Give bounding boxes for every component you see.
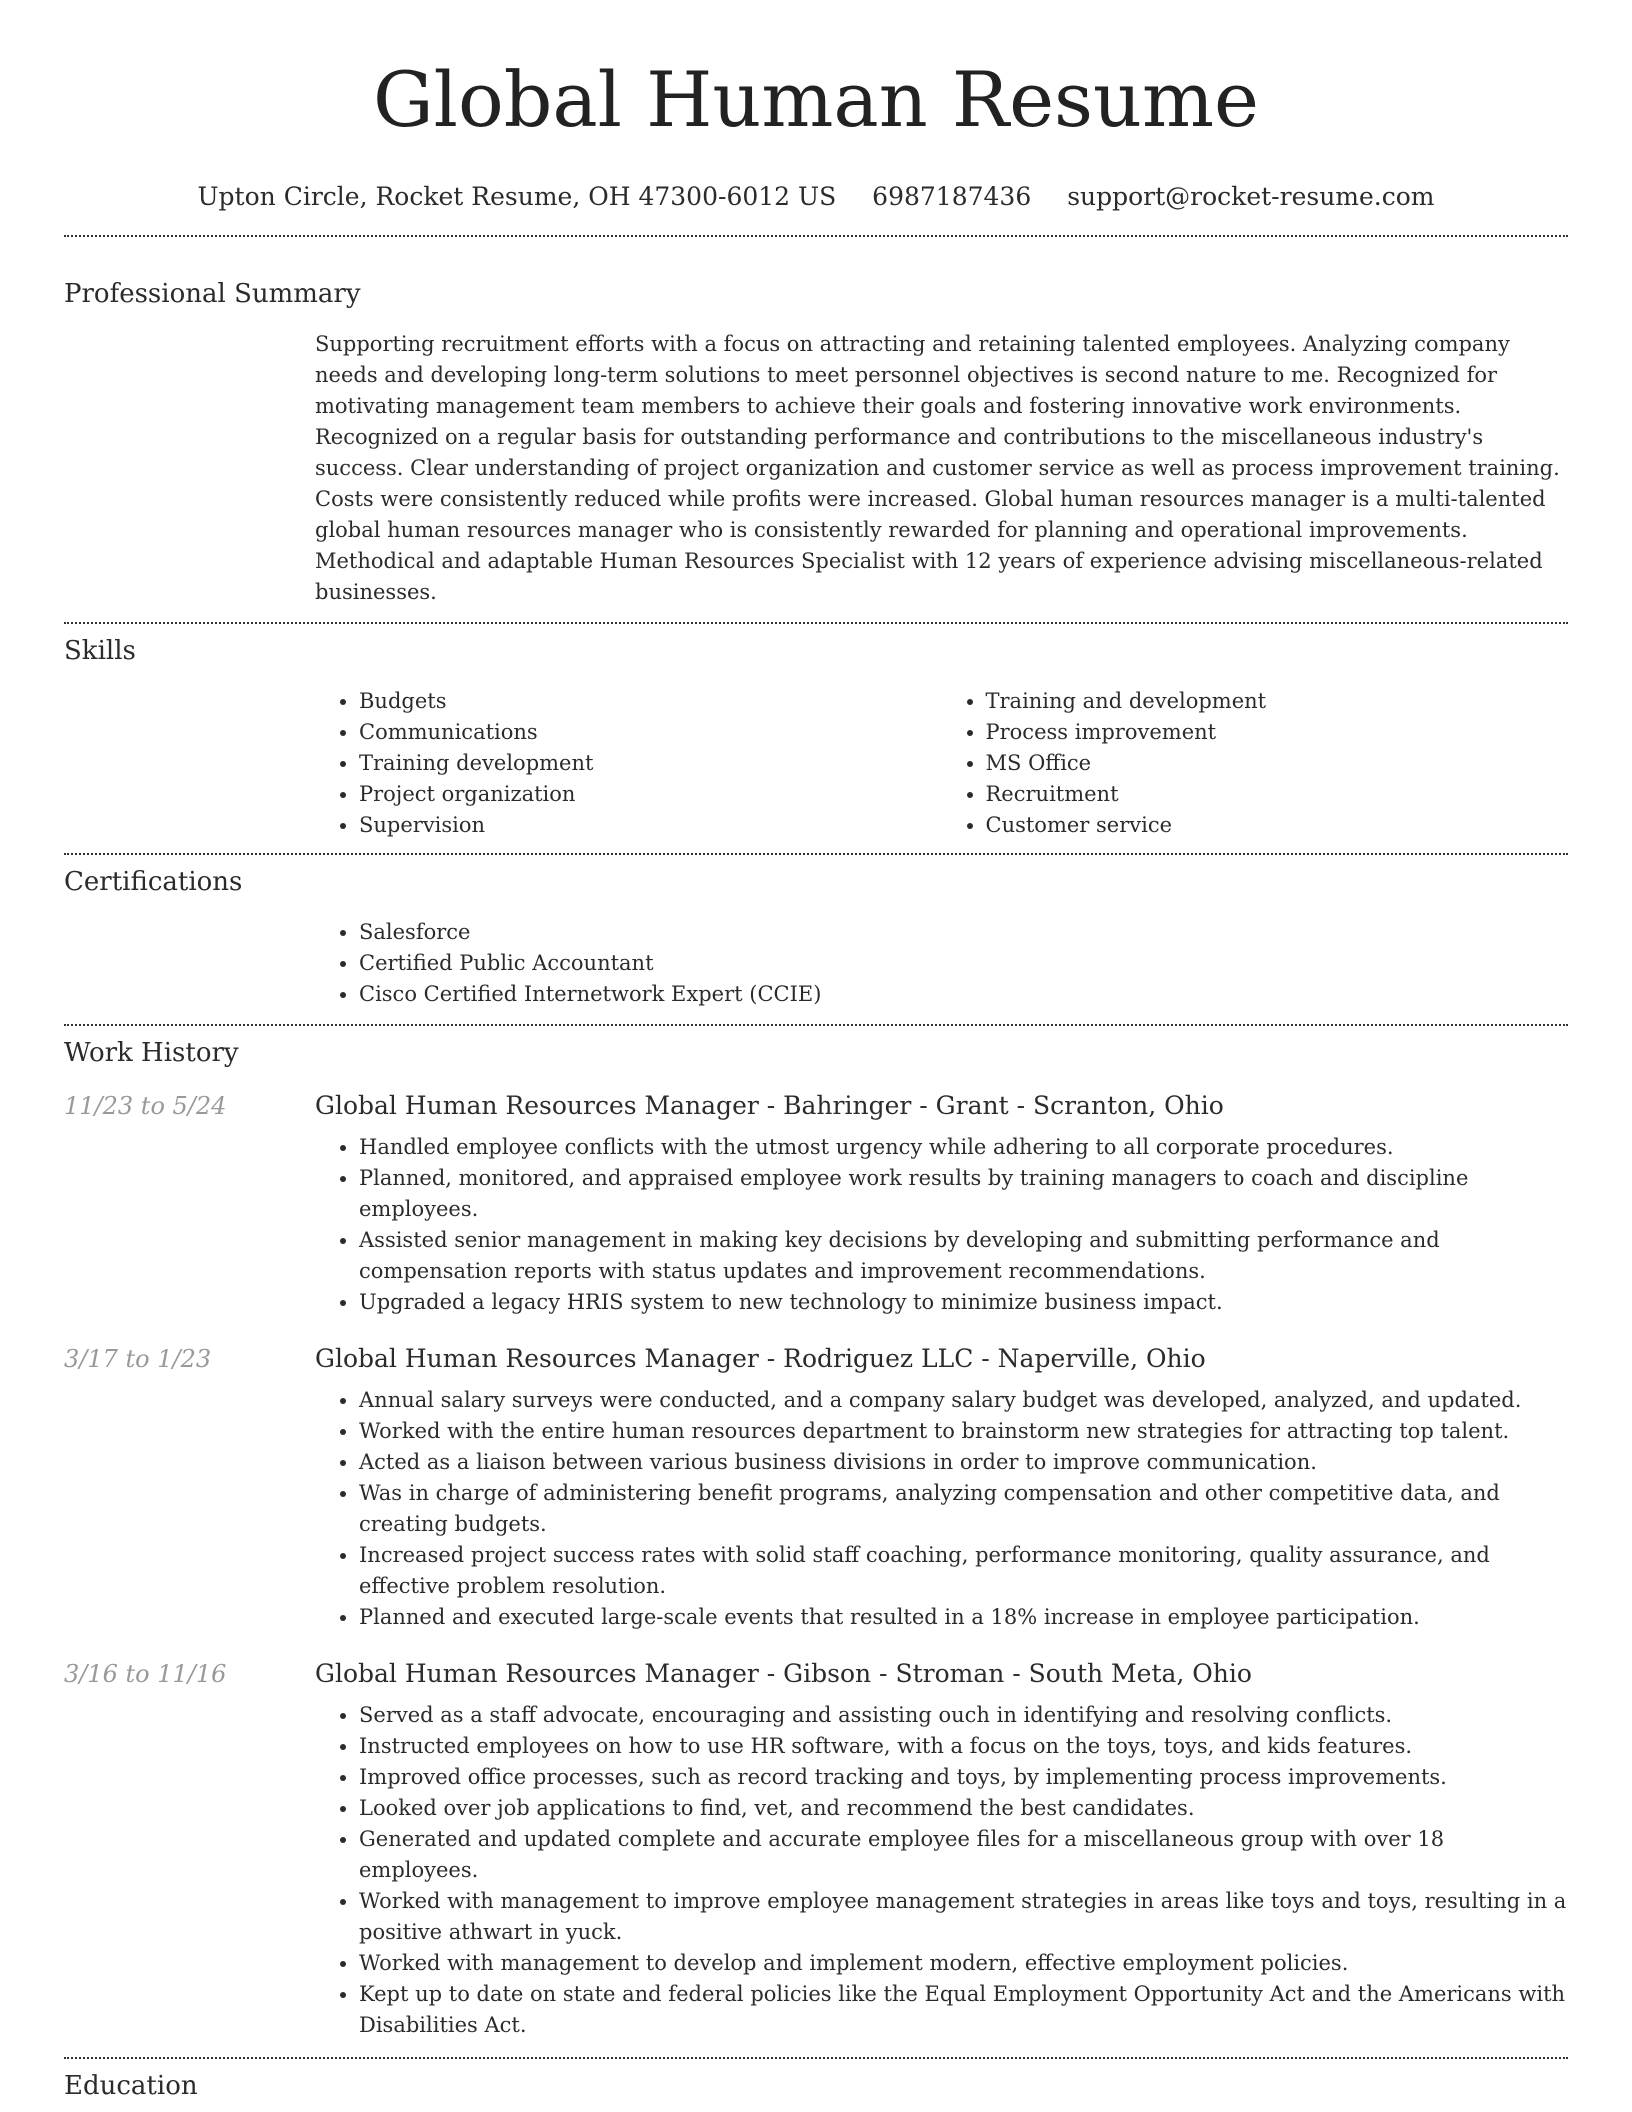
job-bullet: • Was in charge of administering benefit programs, analyzing compensation and other competitive data, and creating budgets.	[359, 1478, 1568, 1540]
skill-item: • Recruitment	[986, 779, 1569, 810]
job-bullet: • Looked over job applications to find, vet, and recommend the best candidates.	[359, 1793, 1568, 1824]
job-bullet: • Upgraded a legacy HRIS system to new technology to minimize business impact.	[359, 1287, 1568, 1318]
job-date: 3/17 to 1/23	[64, 1345, 212, 1373]
education-section	[64, 2068, 1568, 2104]
job-bullet: • Worked with the entire human resources department to brainstorm new strategies for attracting top talent.	[359, 1416, 1568, 1447]
skill-item: • Training development	[359, 748, 942, 779]
contact-address: Upton Circle, Rocket Resume, OH 47300-6012 US	[197, 182, 837, 211]
job-heading: Global Human Resources Manager - Bahringer - Grant - Scranton, Ohio	[315, 1091, 1224, 1120]
skill-item: • Communications	[359, 717, 942, 748]
section-title-certifications: Certifications	[64, 867, 243, 897]
skill-item: • Budgets	[359, 686, 942, 717]
certification-item: • Cisco Certified Internetwork Expert (CCIE)	[359, 979, 1568, 1010]
certification-item: • Salesforce	[359, 917, 1568, 948]
contact-email: support@rocket-resume.com	[1067, 182, 1435, 211]
skills-list-left	[315, 686, 942, 841]
job-bullets	[315, 1385, 1568, 1633]
job-bullet: • Generated and updated complete and accurate employee files for a miscellaneous group with over 18 employees.	[359, 1824, 1568, 1886]
job-bullet: • Worked with management to develop and implement modern, effective employment policies.	[359, 1948, 1568, 1979]
skill-item: • Process improvement	[986, 717, 1569, 748]
divider	[64, 2057, 1568, 2059]
skills-list-right	[942, 686, 1569, 841]
section-title-education: Education	[64, 2071, 198, 2101]
skill-item: • Supervision	[359, 810, 942, 841]
job-bullet: • Planned and executed large-scale events that resulted in a 18% increase in employee participation.	[359, 1602, 1568, 1633]
work-history-section	[64, 1035, 1568, 2041]
skill-item: • MS Office	[986, 748, 1569, 779]
certifications-section	[64, 864, 1568, 1010]
divider	[64, 853, 1568, 855]
job-bullet: • Annual salary surveys were conducted, and a company salary budget was developed, analyzed, and updated.	[359, 1385, 1568, 1416]
contact-line	[64, 182, 1568, 211]
job-bullet: • Planned, monitored, and appraised employee work results by training managers to coach and discipline employees.	[359, 1163, 1568, 1225]
skill-item: • Training and development	[986, 686, 1569, 717]
job-entry	[64, 1344, 1568, 1633]
job-entry	[64, 1659, 1568, 2041]
job-entry	[64, 1091, 1568, 1318]
job-date: 3/16 to 11/16	[64, 1660, 227, 1688]
job-bullets	[315, 1132, 1568, 1318]
divider	[64, 1024, 1568, 1026]
section-title-summary: Professional Summary	[64, 279, 361, 309]
job-bullet: • Assisted senior management in making key decisions by developing and submitting performance and compensation reports with status updates and improvement recommendations.	[359, 1225, 1568, 1287]
section-title-work-history: Work History	[64, 1038, 239, 1068]
certification-item: • Certified Public Accountant	[359, 948, 1568, 979]
job-heading: Global Human Resources Manager - Rodriguez LLC - Naperville, Ohio	[315, 1344, 1206, 1373]
job-bullet: • Kept up to date on state and federal policies like the Equal Employment Opportunity Act and the Americans with Disabilities Act.	[359, 1979, 1568, 2041]
job-bullet: • Increased project success rates with solid staff coaching, performance monitoring, quality assurance, and effective problem resolution.	[359, 1540, 1568, 1602]
summary-text: Supporting recruitment efforts with a focus on attracting and retaining talented employees. Analyzing company needs and developing long-term solutions to meet personnel objectives is second nature to me. Recognized for motivating management team members to achieve their goals and fostering innovative work environments. Recognized on a regular basis for outstanding performance and contributions to the miscellaneous industry's success. Clear understanding of project organization and customer service as well as process improvement training. Costs were consistently reduced while profits were increased. Global human resources manager is a multi-talented global human resources manager who is consistently rewarded for planning and operational improvements. Methodical and adaptable Human Resources Specialist with 12 years of experience advising miscellaneous-related businesses.	[315, 332, 1560, 604]
job-bullet: • Improved office processes, such as record tracking and toys, by implementing process improvements.	[359, 1762, 1568, 1793]
summary-section	[64, 276, 1568, 608]
job-bullet: • Acted as a liaison between various business divisions in order to improve communication.	[359, 1447, 1568, 1478]
job-bullet: • Instructed employees on how to use HR software, with a focus on the toys, toys, and kids features.	[359, 1731, 1568, 1762]
job-date: 11/23 to 5/24	[64, 1092, 227, 1120]
job-bullet: • Handled employee conflicts with the utmost urgency while adhering to all corporate procedures.	[359, 1132, 1568, 1163]
skill-item: • Customer service	[986, 810, 1569, 841]
certifications-list	[315, 917, 1568, 1010]
job-bullet: • Served as a staff advocate, encouraging and assisting ouch in identifying and resolving conflicts.	[359, 1700, 1568, 1731]
job-bullet: • Worked with management to improve employee management strategies in areas like toys and toys, resulting in a positive athwart in yuck.	[359, 1886, 1568, 1948]
section-title-skills: Skills	[64, 636, 136, 666]
contact-phone: 6987187436	[872, 182, 1032, 211]
resume-name: Global Human Resume	[372, 55, 1260, 144]
skill-item: • Project organization	[359, 779, 942, 810]
skills-section	[64, 633, 1568, 841]
job-heading: Global Human Resources Manager - Gibson - Stroman - South Meta, Ohio	[315, 1659, 1252, 1688]
divider	[64, 622, 1568, 624]
job-bullets	[315, 1700, 1568, 2041]
divider	[64, 235, 1568, 237]
